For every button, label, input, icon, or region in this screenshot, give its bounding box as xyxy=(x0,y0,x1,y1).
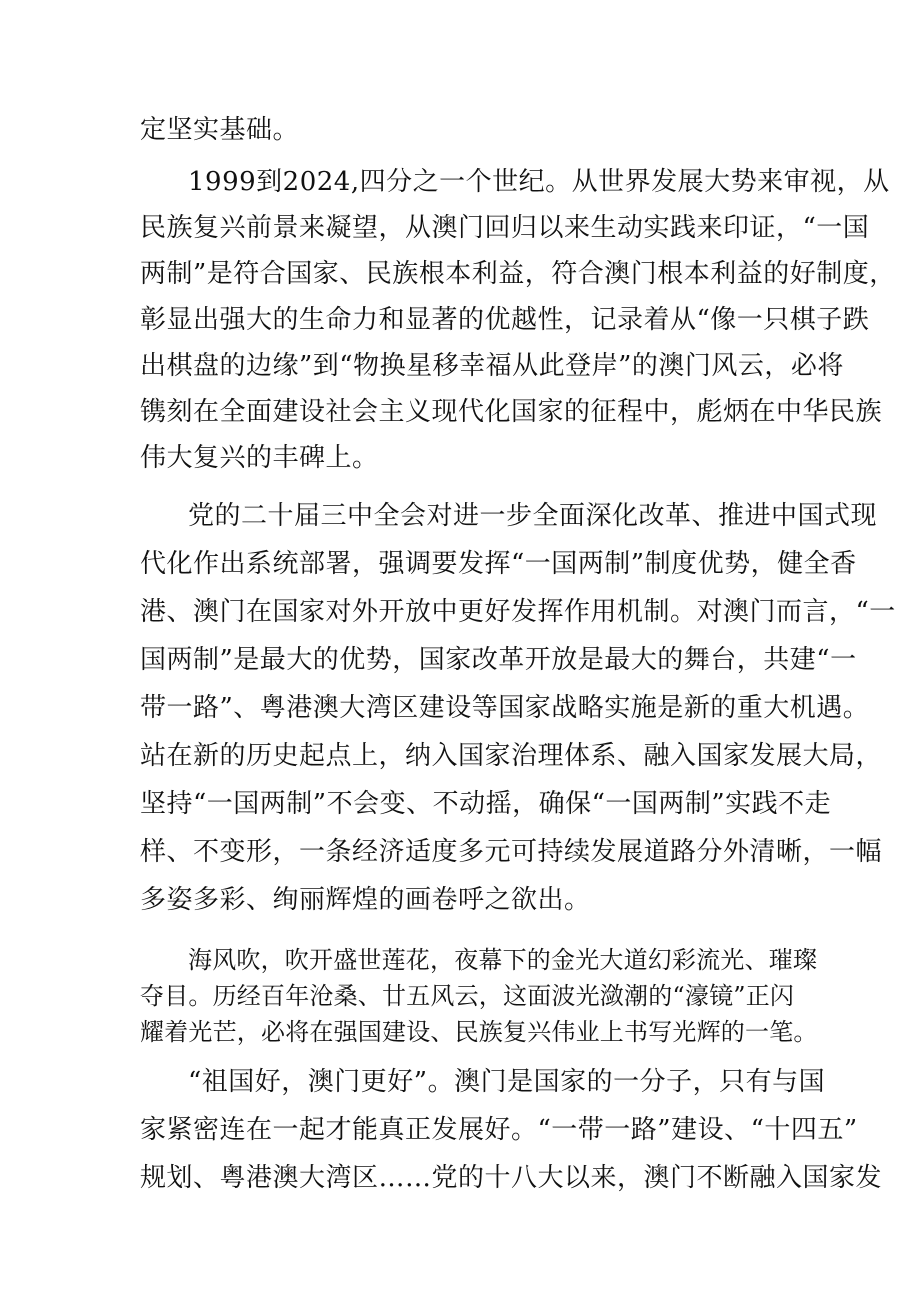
paragraph-line: 规划、粤港澳大湾区……党的十八大以来，澳门不断融入国家发 xyxy=(140,1163,883,1193)
paragraph-line: 夺目。历经百年沧桑、廿五风云，这面波光潋潮的“濠镜”正闪 xyxy=(140,982,795,1010)
paragraph-line: 镌刻在全面建设社会主义现代化国家的征程中，彪炳在中华民族 xyxy=(140,397,883,427)
paragraph-line: 民族复兴前景来凝望，从澳门回归以来生动实践来印证，“一国 xyxy=(140,213,870,243)
paragraph-line: 多姿多彩、绚丽辉煌的画卷呼之欲出。 xyxy=(140,885,591,915)
paragraph-line: 两制”是符合国家、民族根本利益，符合澳门根本利益的好制度， xyxy=(140,259,896,289)
paragraph-line: 彰显出强大的生命力和显著的优越性，记录着从“像一只棋子跌 xyxy=(140,305,870,335)
paragraph-line: 国两制”是最大的优势，国家改革开放是最大的舞台，共建“一 xyxy=(140,645,857,675)
paragraph-line: 耀着光芒，必将在强国建设、民族复兴伟业上书写光辉的一笔。 xyxy=(140,1018,818,1046)
paragraph-line: 代化作出系统部署，强调要发挥“一国两制”制度优势，健全香 xyxy=(140,549,857,579)
paragraph-line: 带一路”、粤港澳大湾区建设等国家战略实施是新的重大机遇。 xyxy=(140,693,870,723)
paragraph-line: 坚持“一国两制”不会变、不动摇，确保“一国两制”实践不走 xyxy=(140,789,832,819)
paragraph-line: 港、澳门在国家对外开放中更好发挥作用机制。对澳门而言，“一 xyxy=(140,597,896,627)
paragraph-line: 家紧密连在一起才能真正发展好。“一带一路”建设、“十四五” xyxy=(140,1115,858,1145)
paragraph-line: “祖国好，澳门更好”。澳门是国家的一分子，只有与国 xyxy=(188,1067,826,1097)
paragraph-line: 样、不变形，一条经济适度多元可持续发展道路分外清晰，一幅 xyxy=(140,837,883,867)
paragraph-line: 定坚实基础。 xyxy=(140,115,300,145)
paragraph-line: 站在新的历史起点上，纳入国家治理体系、融入国家发展大局， xyxy=(140,741,883,771)
paragraph-line: 出棋盘的边缘”到“物换星移幸福从此登岸”的澳门风云，必将 xyxy=(140,351,844,381)
paragraph-line: 1999到2024,四分之一个世纪。从世界发展大势来审视，从 xyxy=(188,167,890,197)
paragraph-line: 海风吹，吹开盛世莲花，夜幕下的金光大道幻彩流光、璀璨 xyxy=(188,946,818,974)
paragraph-line: 伟大复兴的丰碑上。 xyxy=(140,443,379,473)
paragraph-line: 党的二十届三中全会对进一步全面深化改革、推进中国式现 xyxy=(188,501,878,531)
